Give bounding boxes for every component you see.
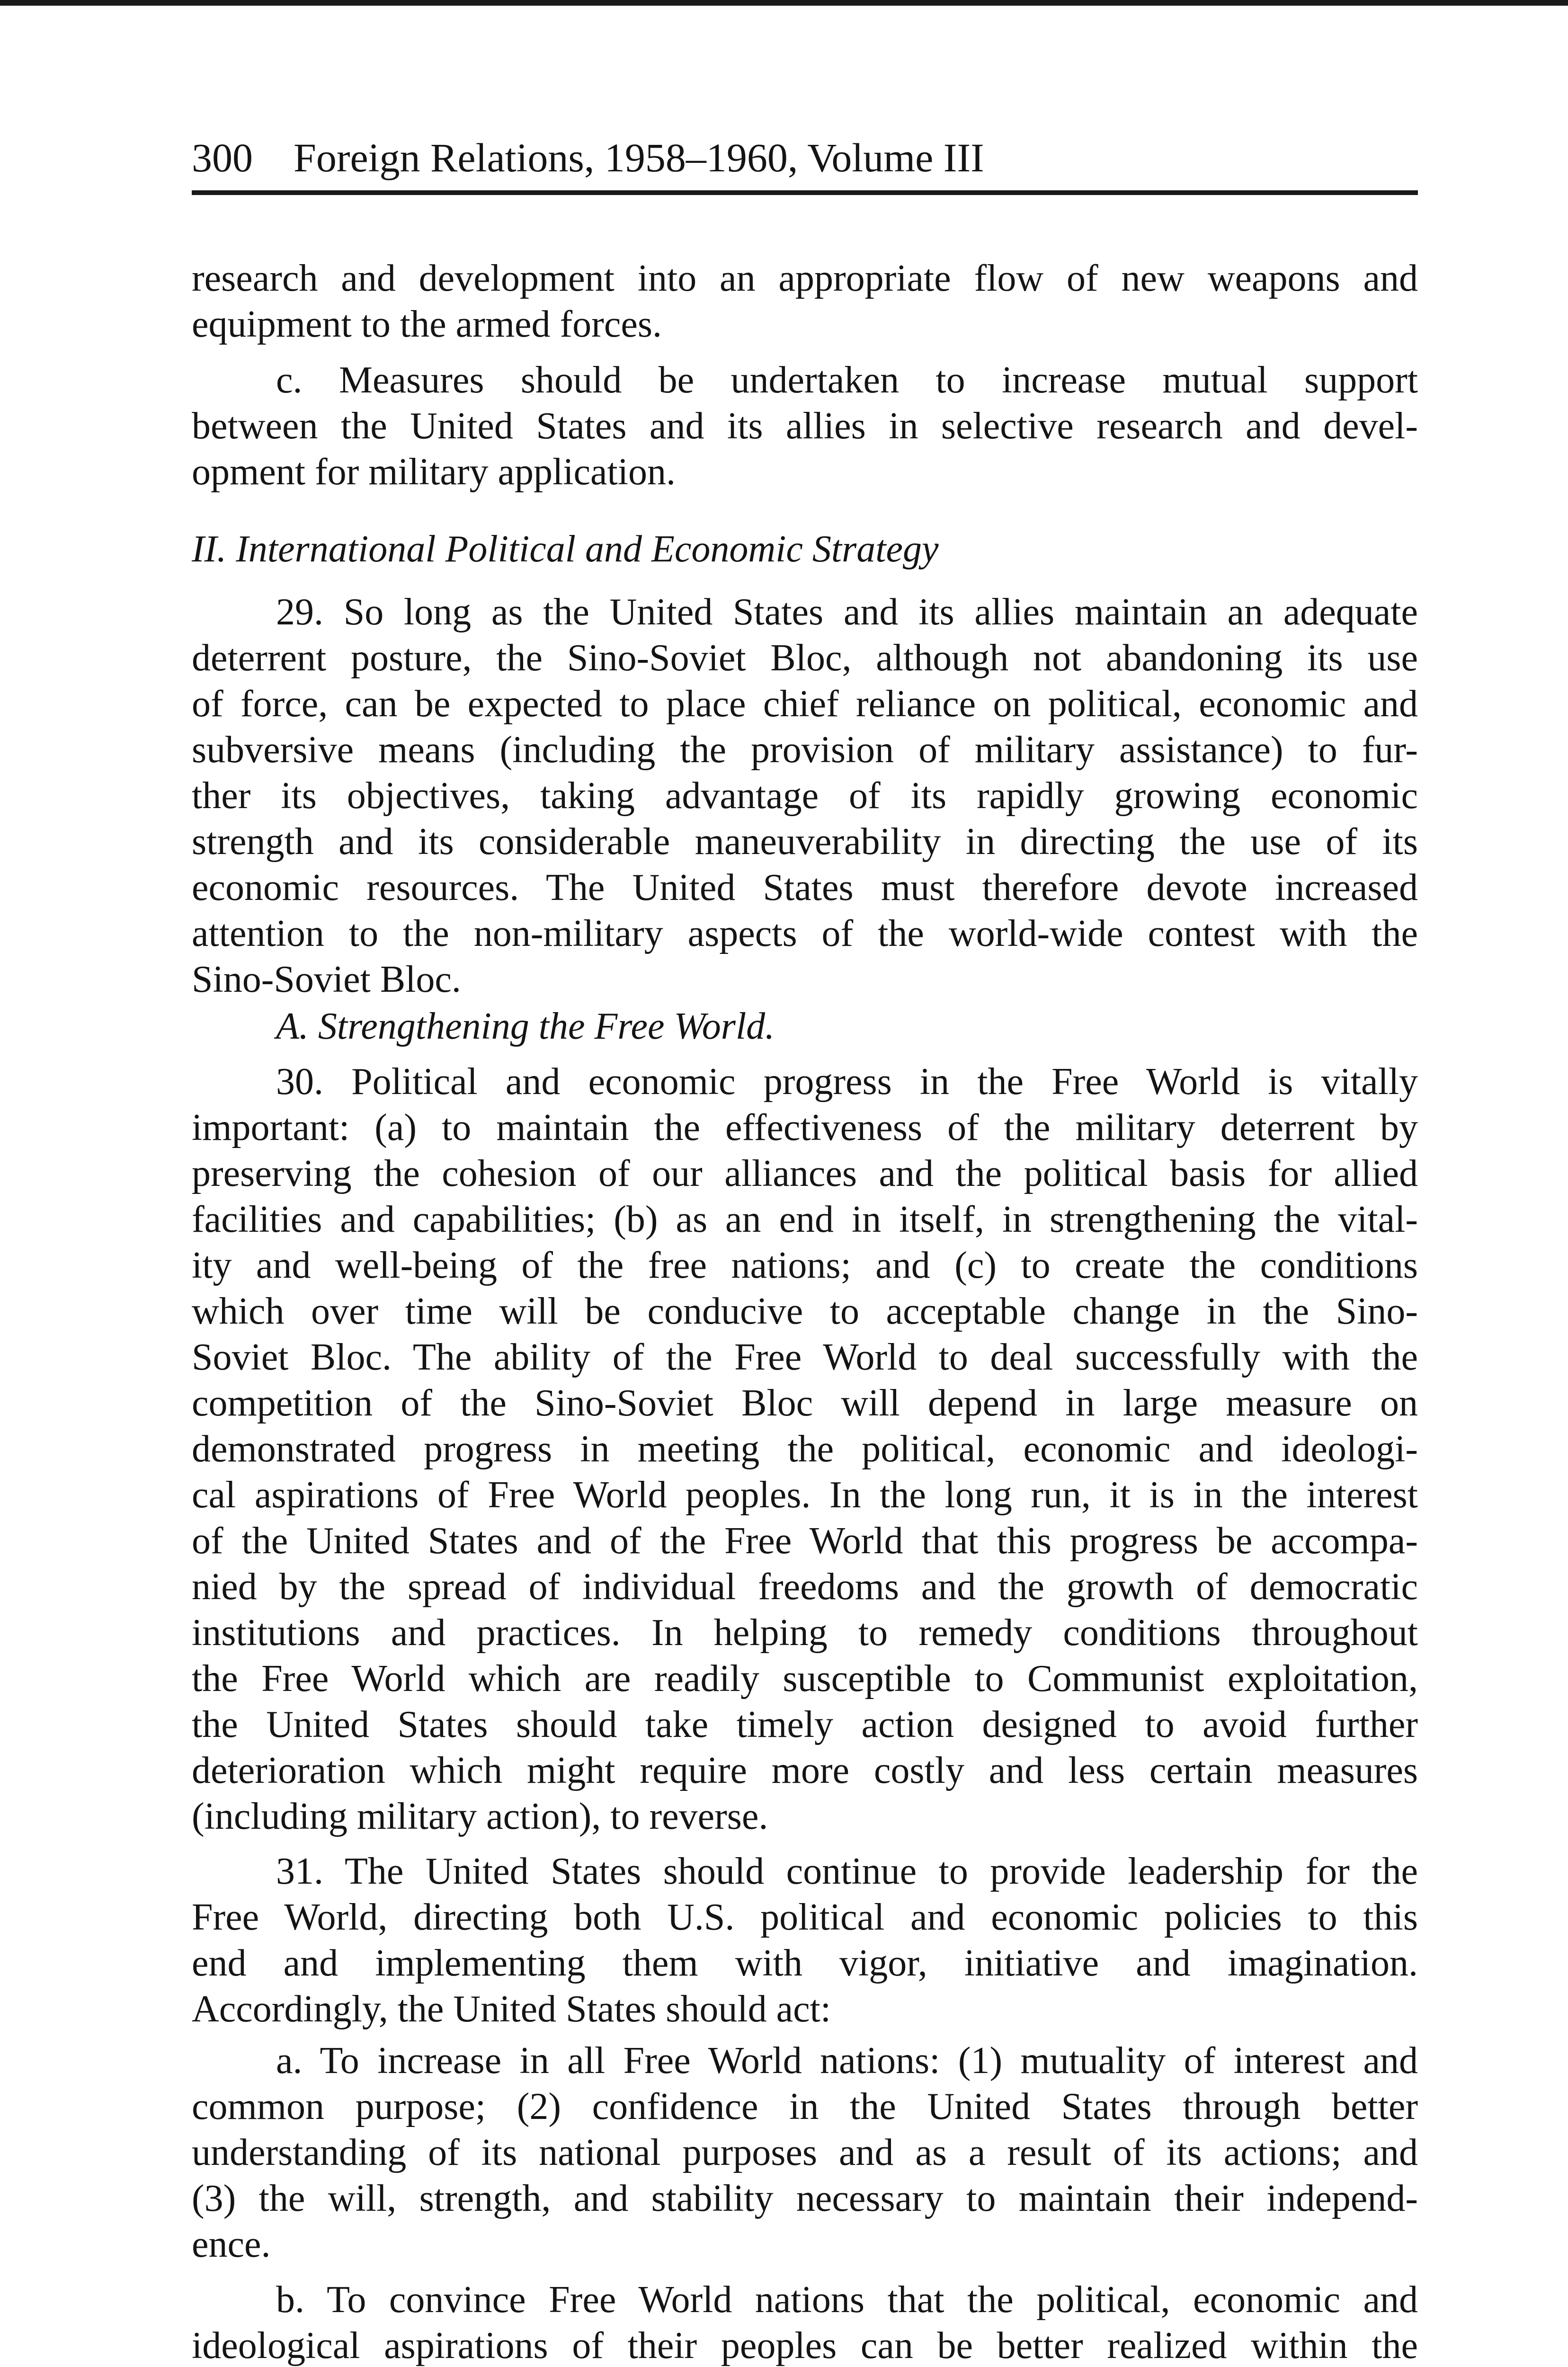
text-line: ence. (192, 2224, 271, 2265)
page-number: 300 (192, 135, 253, 180)
text-line: ity and well-being of the free nations; and (c) to create the conditions (192, 1245, 1418, 1286)
text-line: Soviet Bloc. The ability of the Free World to deal successfully with the (192, 1336, 1418, 1378)
running-title: Foreign Relations, 1958–1960, Volume III (294, 135, 984, 180)
text-line: research and development into an appropriate flow of new weapons and (192, 258, 1418, 299)
text-line: competition of the Sino-Soviet Bloc will depend in large measure on (192, 1382, 1418, 1424)
text-line: a. To increase in all Free World nations: (1) mutuality of interest and (276, 2040, 1418, 2082)
text-line: Accordingly, the United States should act: (192, 1988, 831, 2030)
text-line: understanding of its national purposes and as a result of its actions; and (192, 2132, 1418, 2173)
text-line: Sino-Soviet Bloc. (192, 959, 461, 1000)
text-line: the United States should take timely action designed to avoid further (192, 1704, 1418, 1745)
text-line: facilities and capabilities; (b) as an end in itself, in strengthening the vital- (192, 1199, 1418, 1240)
text-line: strength and its considerable maneuverability in directing the use of its (192, 821, 1418, 863)
text-line: ideological aspirations of their peoples can be better realized within the (192, 2325, 1418, 2367)
text-line: 30. Political and economic progress in the Free World is vitally (276, 1061, 1418, 1103)
text-line: attention to the non-military aspects of the world-wide contest with the (192, 913, 1418, 954)
top-border (0, 0, 1568, 6)
text-line: deterrent posture, the Sino-Soviet Bloc, although not abandoning its use (192, 637, 1418, 679)
header-rule (192, 190, 1418, 195)
text-line: c. Measures should be undertaken to increase mutual support (276, 359, 1418, 401)
text-line: b. To convince Free World nations that the political, economic and (276, 2279, 1418, 2321)
text-line: which over time will be conducive to acceptable change in the Sino- (192, 1290, 1418, 1332)
text-line: important: (a) to maintain the effectiveness of the military deterrent by (192, 1107, 1418, 1148)
text-line: ther its objectives, taking advantage of its rapidly growing economic (192, 775, 1418, 817)
subsection-heading: A. Strengthening the Free World. (276, 1006, 775, 1047)
text-line: Free World, directing both U.S. political and economic policies to this (192, 1896, 1418, 1938)
text-line: preserving the cohesion of our alliances and the political basis for allied (192, 1153, 1418, 1194)
text-line: end and implementing them with vigor, initiative and imagination. (192, 1942, 1418, 1984)
text-line: common purpose; (2) confidence in the United States through better (192, 2086, 1418, 2127)
text-line: (including military action), to reverse. (192, 1796, 768, 1837)
section-heading: II. International Political and Economic Strategy (192, 528, 939, 570)
text-line: of force, can be expected to place chief reliance on political, economic and (192, 683, 1418, 725)
text-line: 31. The United States should continue to provide leadership for the (276, 1851, 1418, 1892)
text-line: the Free World which are readily susceptible to Communist exploitation, (192, 1658, 1418, 1700)
text-line: (3) the will, strength, and stability necessary to maintain their independ- (192, 2178, 1418, 2219)
text-line: nied by the spread of individual freedoms and the growth of democratic (192, 1566, 1418, 1608)
text-line: equipment to the armed forces. (192, 303, 662, 345)
text-line: subversive means (including the provision of military assistance) to fur- (192, 729, 1418, 771)
text-line: of the United States and of the Free World that this progress be accompa- (192, 1520, 1418, 1562)
text-line: institutions and practices. In helping to remedy conditions throughout (192, 1612, 1418, 1654)
text-line: deterioration which might require more costly and less certain measures (192, 1750, 1418, 1791)
running-header (192, 127, 1418, 188)
text-line: demonstrated progress in meeting the political, economic and ideologi- (192, 1428, 1418, 1470)
text-line: opment for military application. (192, 451, 676, 493)
text-line: between the United States and its allies in selective research and devel- (192, 405, 1418, 447)
text-line: economic resources. The United States must therefore devote increased (192, 867, 1418, 908)
text-line: 29. So long as the United States and its allies maintain an adequate (276, 591, 1418, 633)
text-line: cal aspirations of Free World peoples. In the long run, it is in the interest (192, 1474, 1418, 1516)
